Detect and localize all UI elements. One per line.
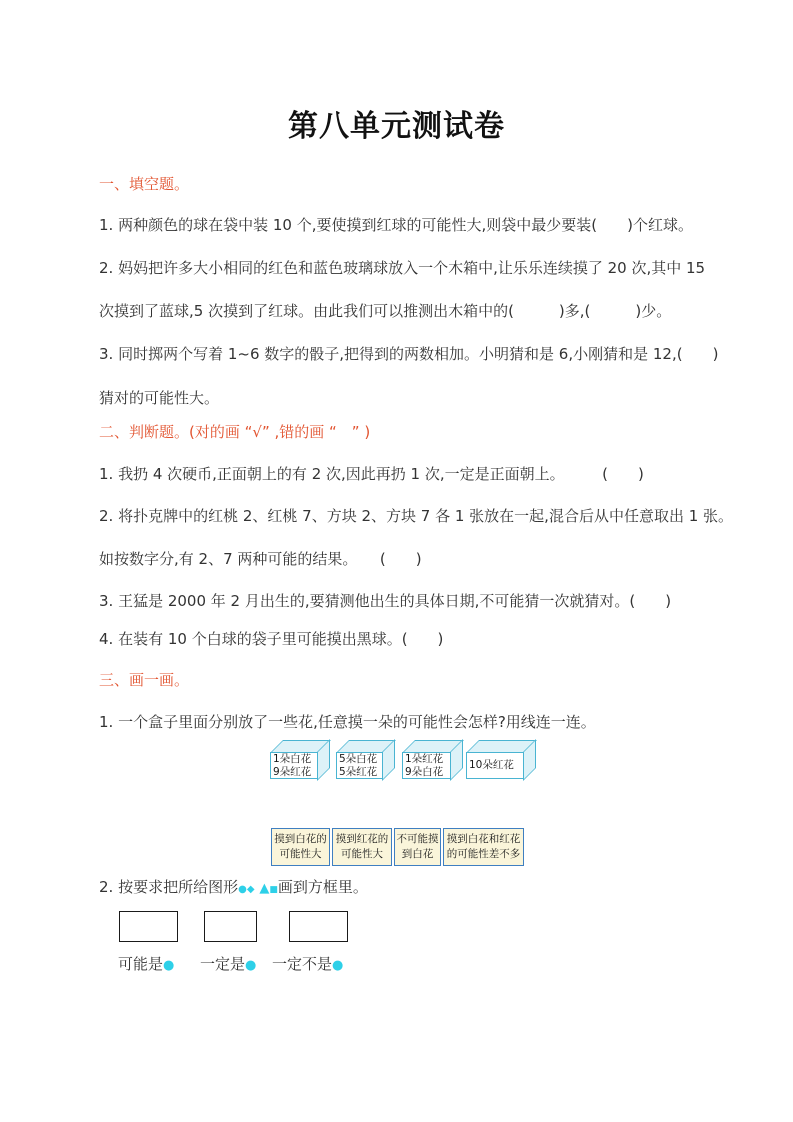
flower-box-1: [270, 739, 330, 781]
square-shape-icon: ■: [269, 885, 278, 895]
label-impossible: [272, 953, 343, 974]
outcome-box-3-line1: 不可能摸: [396, 833, 439, 845]
draw-q2-prefix: 2. 按要求把所给图形: [99, 878, 239, 896]
judge-q2-line1: 2. 将扑克牌中的红桃 2、红桃 7、方块 2、方块 7 各 1 张放在一起,混合后从中任意取出 1 张。: [99, 507, 734, 525]
outcome-box-4-line1: 摸到白花和红花: [446, 833, 521, 845]
fill-in-q3-line1: 3. 同时掷两个写着 1~6 数字的骰子,把得到的两数相加。小明猜和是 6,小刚猜和是 12,( ): [99, 345, 719, 363]
fill-in-q2-line2: 次摸到了蓝球,5 次摸到了红球。由此我们可以推测出木箱中的( )多,( )少。: [99, 302, 672, 320]
flower-box-4-line1: 10朵红花: [469, 759, 514, 771]
outcome-box-2-line2: 可能性大: [341, 848, 383, 860]
outcome-box-1: [271, 828, 330, 866]
outcome-box-3-line2: 到白花: [401, 848, 434, 860]
flower-box-1-line2: 9朵红花: [273, 765, 312, 778]
flower-box-1-line1: 1朵白花: [273, 752, 312, 765]
flower-box-4-label: [466, 752, 524, 779]
flower-box-2-label: [336, 752, 383, 779]
diamond-shape-icon: ◆: [246, 884, 255, 895]
flower-box-3-line1: 1朵红花: [405, 752, 444, 765]
section-draw-heading: 三、画一画。: [99, 671, 190, 689]
outcome-box-2: [332, 828, 392, 866]
page-title: 第八单元测试卷: [288, 109, 505, 144]
label-certain-text: 一定是: [200, 955, 246, 973]
cyan-dot-icon: ●: [332, 958, 344, 973]
draw-q1-line1: 1. 一个盒子里面分别放了一些花,任意摸一朵的可能性会怎样?用线连一连。: [99, 713, 596, 731]
flower-box-2-line2: 5朵红花: [339, 765, 378, 778]
judge-q3-line1: 3. 王猛是 2000 年 2 月出生的,要猜测他出生的具体日期,不可能猜一次就猜对。( ): [99, 592, 672, 610]
flower-box-1-label: [270, 752, 318, 779]
flower-box-3-line2: 9朵白花: [405, 765, 444, 778]
outcome-box-1-line2: 可能性大: [279, 848, 322, 860]
fill-in-q2-line1: 2. 妈妈把许多大小相同的红色和蓝色玻璃球放入一个木箱中,让乐乐连续摸了 20 次,其中 15: [99, 259, 706, 277]
flower-box-4: [466, 739, 537, 781]
flower-box-2-line1: 5朵白花: [339, 752, 378, 765]
outcome-box-4-line2: 的可能性差不多: [446, 848, 521, 860]
section-fill-in-heading: 一、填空题。: [99, 175, 190, 193]
judge-q1-line1: 1. 我扔 4 次硬币,正面朝上的有 2 次,因此再扔 1 次,一定是正面朝上。 ( ): [99, 465, 644, 483]
label-maybe-text: 可能是: [118, 955, 164, 973]
judge-q4-line1: 4. 在装有 10 个白球的袋子里可能摸出黑球。( ): [99, 630, 444, 648]
answer-frame-1: [119, 911, 178, 942]
outcome-box-2-line1: 摸到红花的: [335, 833, 389, 845]
answer-frame-2: [204, 911, 257, 942]
draw-q2-suffix: 画到方框里。: [277, 878, 368, 896]
triangle-shape-icon: ▲: [259, 881, 270, 896]
outcome-box-1-line1: 摸到白花的: [274, 833, 327, 845]
fill-in-q1-line1: 1. 两种颜色的球在袋中装 10 个,要使摸到红球的可能性大,则袋中最少要装( )个红球。: [99, 216, 693, 234]
answer-frame-3: [289, 911, 348, 942]
outcome-box-3: [394, 828, 441, 866]
flower-box-2: [336, 739, 396, 781]
cyan-dot-icon: ●: [245, 958, 257, 973]
fill-in-q3-line2: 猜对的可能性大。: [99, 389, 220, 407]
judge-q2-line2: 如按数字分,有 2、7 两种可能的结果。 ( ): [99, 550, 422, 568]
draw-q2-line1: [99, 877, 368, 900]
flower-box-3: [402, 739, 463, 781]
section-judge-heading: 二、判断题。(对的画 “√” ,错的画 “ ” ): [99, 423, 371, 441]
flower-box-3-label: [402, 752, 451, 779]
label-maybe: [118, 953, 174, 974]
outcome-box-4: [443, 828, 524, 866]
label-certain: [200, 953, 256, 974]
cyan-dot-icon: ●: [163, 958, 175, 973]
label-impossible-text: 一定不是: [272, 955, 333, 973]
circle-shape-icon: ●: [238, 884, 247, 895]
